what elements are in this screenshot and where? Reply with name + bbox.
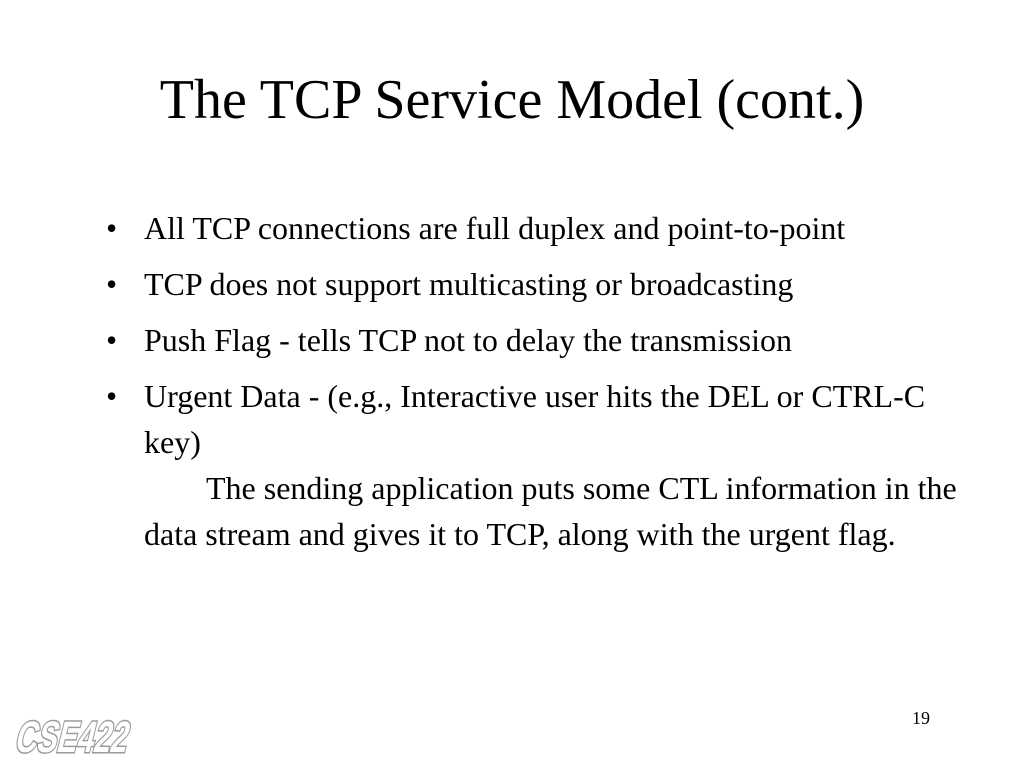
bullet-dot: • — [106, 266, 118, 302]
slide-title: The TCP Service Model (cont.) — [159, 69, 865, 131]
bullet-item — [106, 317, 976, 363]
bullet-list — [106, 205, 976, 557]
bullet-item — [106, 205, 976, 251]
bullet-item — [106, 261, 976, 307]
page-number: 19 — [912, 708, 930, 728]
bullet-text: Push Flag - tells TCP not to delay the transmission — [144, 322, 792, 358]
bullet-text: TCP does not support multicasting or broadcasting — [144, 266, 794, 302]
svg-text:CSE422: CSE422 — [11, 713, 187, 762]
bullet-item — [106, 373, 976, 557]
bullet-text: All TCP connections are full duplex and point-to-point — [144, 210, 846, 246]
bullet-dot: • — [106, 322, 118, 358]
continuation-text: The sending application puts some CTL information in the data stream and gives it to TCP, along with the urgent flag. — [144, 470, 957, 552]
bullet-dot: • — [106, 210, 118, 246]
bullet-continuation — [144, 465, 976, 557]
cse422-logo — [8, 702, 187, 762]
bullet-text: Urgent Data - (e.g., Interactive user hits the DEL or CTRL-C key) — [144, 378, 926, 460]
bullet-dot: • — [106, 378, 118, 414]
